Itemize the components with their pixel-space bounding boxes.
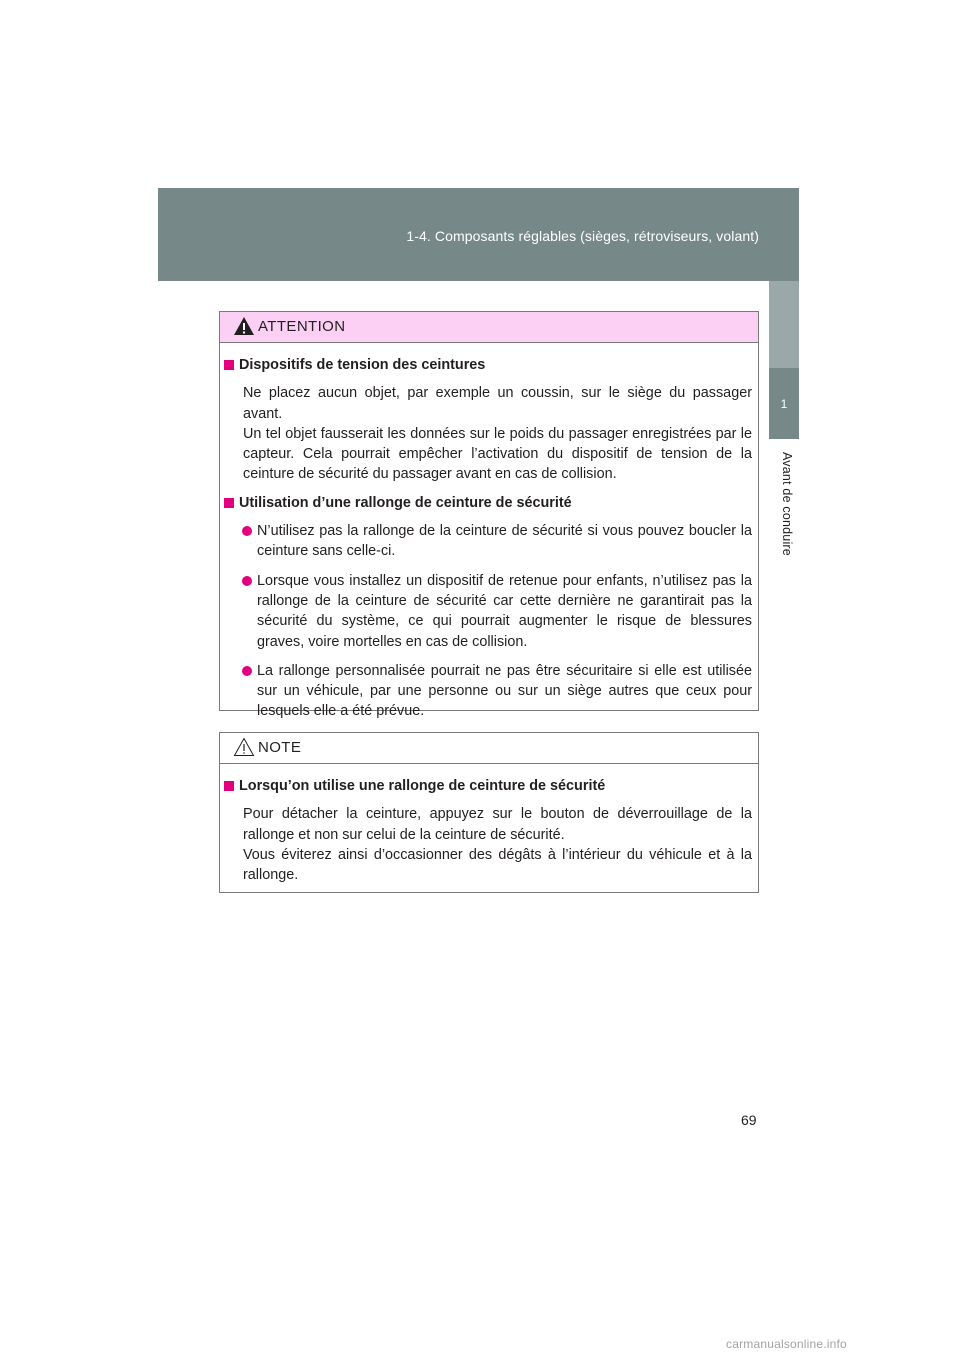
note-header (220, 733, 758, 764)
side-strip (769, 281, 799, 368)
paragraph-text: Pour détacher la ceinture, appuyez sur le bouton de déverrouillage de la rallonge et non sur celui de la ceinture de sécurité. (243, 806, 752, 843)
page-number: 69 (741, 1112, 757, 1128)
paragraph-text: Un tel objet fausserait les données sur le poids du passager enregistrées par le capteur. Cela pourrait empêcher l’activation du dispositif de tension de la ceinture de sécurité du passager avant en cas de collision. (243, 425, 752, 483)
attention-label: ATTENTION (258, 318, 346, 335)
square-bullet-icon (224, 360, 234, 370)
paragraph (224, 804, 752, 885)
chapter-title: 1-4. Composants réglables (sièges, rétroviseurs, volant) (406, 228, 759, 244)
paragraph (224, 383, 752, 484)
circle-bullet-icon (242, 666, 252, 676)
list-item-text: Lorsque vous installez un dispositif de retenue pour enfants, n’utilisez pas la rallonge de la ceinture de sécurité car cette dernière ne garantirait pas la sécurité du système, ce qui pourrait augmenter le risque de blessures graves, voire mortelles en cas de collision. (257, 572, 752, 650)
list-item-text: N’utilisez pas la rallonge de la ceinture de sécurité si vous pouvez boucler la ceinture sans celle-ci. (257, 523, 752, 560)
warning-outline-icon (233, 737, 255, 757)
attention-header (220, 312, 758, 343)
chapter-header-band (158, 188, 799, 281)
attention-content (220, 343, 758, 722)
section-title-text: Dispositifs de tension des ceintures (239, 357, 486, 373)
watermark: carmanualsonline.info (726, 1337, 847, 1351)
section-title (224, 776, 752, 796)
square-bullet-icon (224, 498, 234, 508)
list-item (224, 521, 752, 562)
list-item (224, 661, 752, 722)
note-content (220, 764, 758, 885)
square-bullet-icon (224, 781, 234, 791)
note-label: NOTE (258, 739, 302, 756)
warning-icon (233, 316, 255, 336)
note-box (219, 732, 759, 893)
chapter-tab (769, 368, 799, 439)
section-title-text: Utilisation d’une rallonge de ceinture de sécurité (239, 494, 572, 511)
paragraph-text: Vous éviterez ainsi d’occasionner des dégâts à l’intérieur du véhicule et à la rallonge. (243, 846, 752, 884)
list-item-text: La rallonge personnalisée pourrait ne pas être sécuritaire si elle est utilisée sur un véhicule, par une personne ou sur un siège autres que ceux pour lesquels elle a été prévue. (257, 662, 752, 720)
paragraph-text: Ne placez aucun objet, par exemple un coussin, sur le siège du passager avant. (243, 385, 752, 422)
circle-bullet-icon (242, 576, 252, 586)
circle-bullet-icon (242, 526, 252, 536)
list-item (224, 571, 752, 652)
section-title (224, 355, 752, 375)
section-title-text: Lorsqu’on utilise une rallonge de ceinture de sécurité (239, 778, 606, 794)
section-title (224, 493, 752, 513)
chapter-tab-number: 1 (780, 397, 788, 411)
chapter-tab-label: Avant de conduire (780, 452, 794, 556)
attention-box (219, 311, 759, 720)
